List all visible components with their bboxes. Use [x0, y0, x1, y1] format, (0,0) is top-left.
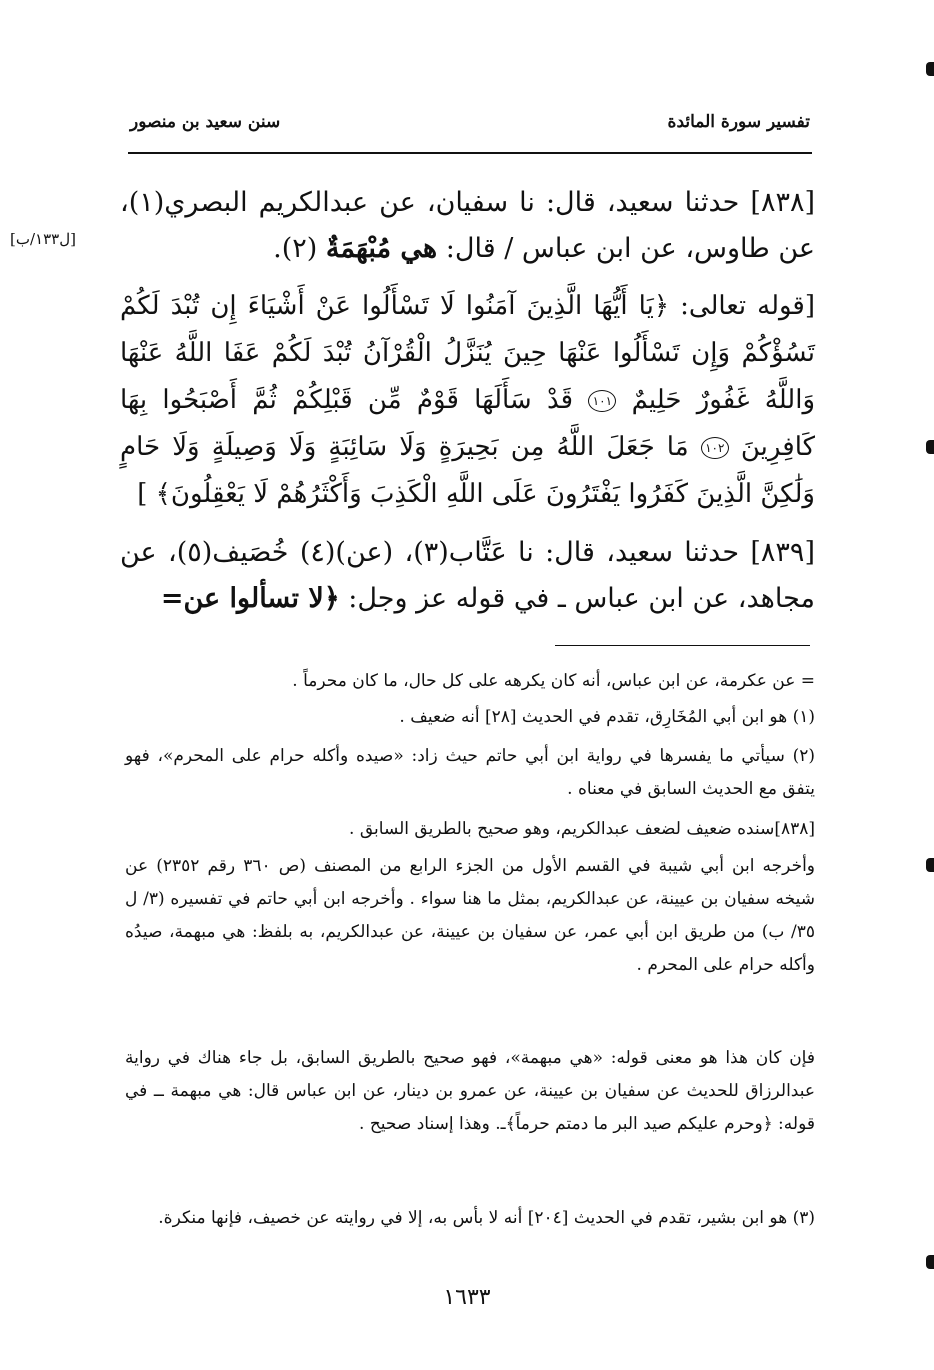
quran-verse-102: قَدْ سَأَلَهَا قَوْمٌ مِّن قَبْلِكُمْ ثُمَّ أَصْبَحُوا بِهَا كَافِرِينَ — [120, 385, 815, 462]
quran-passage — [120, 283, 815, 518]
hadith-bold-phrase: هي مُبْهَمَةٌ — [325, 233, 438, 264]
scan-edge-mark — [926, 1255, 934, 1269]
header-book-title: سنن سعيد بن منصور — [130, 112, 281, 132]
quran-verse-101: ﴿يَا أَيُّهَا الَّذِينَ آمَنُوا لَا تَسْأَلُوا عَنْ أَشْيَاءَ إِن تُبْدَ لَكُمْ تَسُؤْكُمْ وَإِن تَسْأَلُوا عَنْهَا حِينَ يُنَزَّلُ الْقُرْآنُ تُبْدَ لَكُمْ عَفَا اللَّهُ عَنْهَا وَاللَّهُ غَفُورٌ حَلِيمٌ — [120, 291, 815, 415]
footnote-1: (١) هو ابن أبي المُخَارِق، تقدم في الحديث [٢٨] أنه ضعيف . — [399, 707, 815, 727]
page-number: ١٦٣٣ — [443, 1285, 491, 1310]
footnote-2: (٢) سيأتي ما يفسرها في رواية ابن أبي حاتم حيث زاد: «صيده وأكله حرام على المحرم»، فهو يتفق مع الحديث السابق في معناه . — [125, 746, 815, 799]
footnote-continuation: = عن عكرمة، عن ابن عباس، أنه كان يكرهه على كل حال، ما كان محرماً . — [292, 671, 815, 691]
quran-verse-103: مَا جَعَلَ اللَّهُ مِن بَحِيرَةٍ وَلَا سَائِبَةٍ وَلَا وَصِيلَةٍ وَلَا حَامٍ وَلَٰكِنَّ الَّذِينَ كَفَرُوا يَفْتَرُونَ عَلَى اللَّهِ الْكَذِبَ وَأَكْثَرُهُمْ لَا يَعْقِلُونَ﴾ ] — [120, 432, 815, 509]
ayah-marker-icon: ١٠١ — [588, 390, 616, 412]
manuscript-folio-reference: [ل١٣٣/ب] — [10, 230, 76, 248]
header-surah-title: تفسير سورة المائدة — [667, 112, 810, 132]
hadith-text: حدثنا سعيد، قال: نا عَتَّاب(٣)، (عن)(٤) خُصَيف(٥)، عن مجاهد، عن ابن عباس ـ في قوله عز وجل: — [120, 537, 815, 614]
running-header — [130, 112, 810, 142]
hadith-838 — [120, 180, 815, 272]
scan-edge-mark — [926, 858, 934, 872]
hadith-number: [٨٣٩] — [750, 537, 815, 568]
hadith-number: [٨٣٨] — [750, 187, 815, 218]
footnote-838-c: فإن كان هذا هو معنى قوله: «هي مبهمة»، فهو صحيح بالطريق السابق، بل جاء هناك في رواية عبدالرزاق للحديث عن سفيان بن عيينة، عن عمرو بن دينار، عن ابن عباس قال: هي مبهمة ــ في قوله: ﴿وحرم عليكم صيد البر ما دمتم حرماً﴾ـ. وهذا إسناد صحيح . — [125, 1048, 815, 1134]
footnote-divider — [555, 645, 810, 646]
ayah-marker-icon: ١٠٢ — [701, 437, 729, 459]
header-divider — [128, 152, 812, 154]
hadith-839 — [120, 530, 815, 622]
footnote-838-b: وأخرجه ابن أبي شيبة في القسم الأول من الجزء الرابع من المصنف (ص ٣٦٠ رقم ٢٣٥٢) عن شيخه سفيان بن عيينة، عن عبدالكريم، بمثل ما هنا سواء . وأخرجه ابن أبي حاتم في تفسيره (٣/ ل ٣٥/ ب) من طريق ابن أبي عمر، عن سفيان بن عيينة، عن عبدالكريم، به بلفظ: هي مبهمة، صيدُه وأكله حرام على المحرم . — [125, 856, 816, 975]
footnote-838-a: [٨٣٨]سنده ضعيف لضعف عبدالكريم، وهو صحيح بالطريق السابق . — [349, 819, 815, 839]
footnote-3: (٣) هو ابن بشير، تقدم في الحديث [٢٠٤] أنه لا بأس به، إلا في روايته عن خصيف، فإنها منكرة. — [158, 1208, 815, 1228]
hadith-bold-phrase: ﴿لا تسألوا عن= — [160, 583, 340, 614]
hadith-text: حدثنا سعيد، قال: نا سفيان، عن عبدالكريم البصري(١)، عن طاوس، عن ابن عباس / قال: — [120, 187, 815, 264]
scan-edge-mark — [926, 440, 934, 454]
footnote-reference: (٢). — [273, 233, 318, 264]
scan-edge-mark — [926, 62, 934, 76]
quran-intro: [قوله تعالى: — [680, 291, 816, 321]
